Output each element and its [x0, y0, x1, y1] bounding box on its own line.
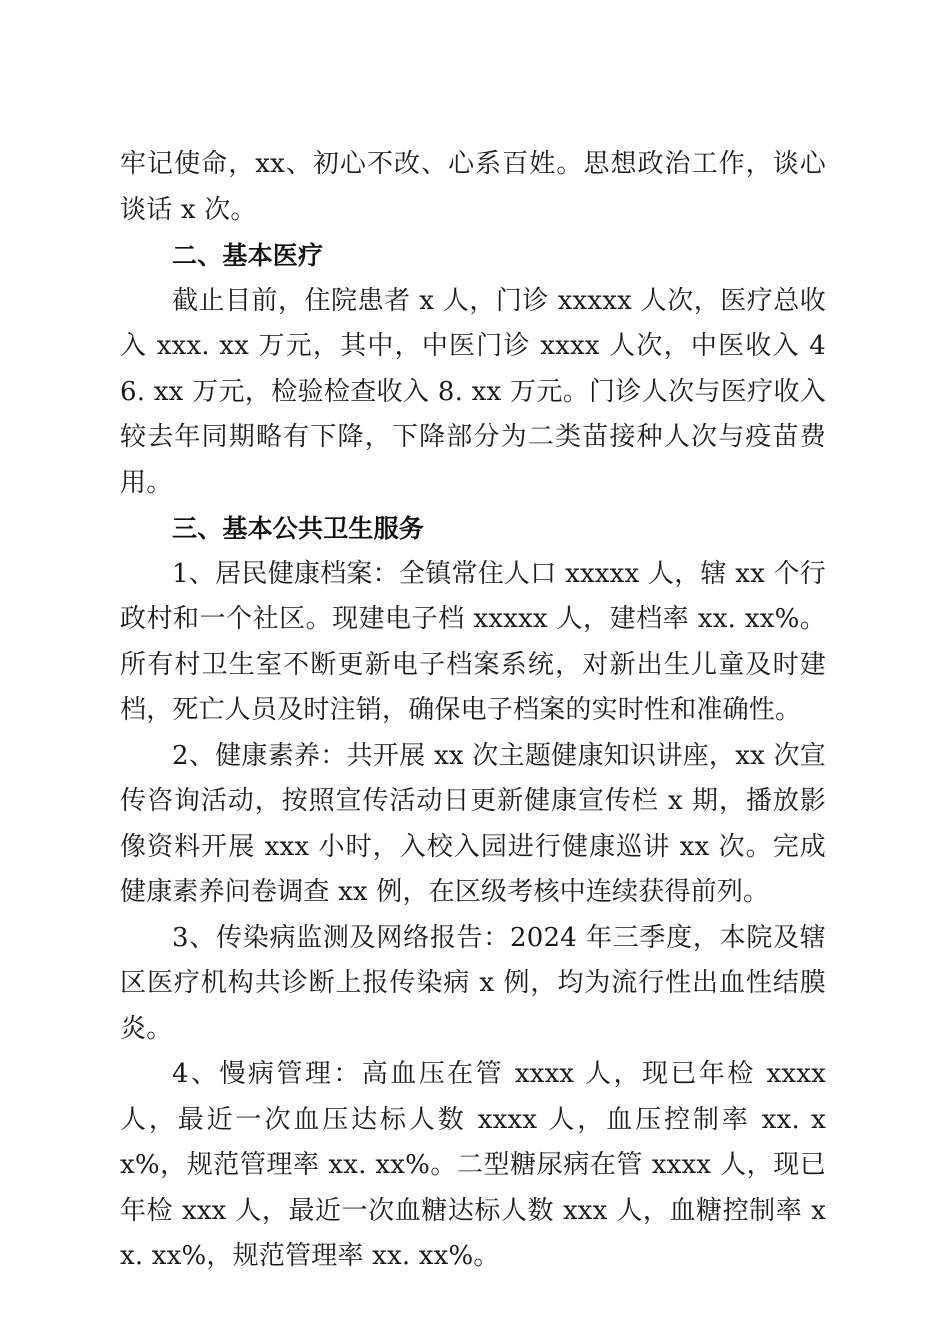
paragraph-health-records: 1、居民健康档案：全镇常住人口 xxxxx 人，辖 xx 个行政村和一个社区。现建电子档 xxxxx 人，建档率 xx. xx%。所有村卫生室不断更新电子档案系统，对新出生儿童及时建档，死亡人员及时注销，确保电子档案的实时性和准确性。	[120, 558, 826, 725]
paragraph-continuation: 牢记使命，xx、初心不改、心系百姓。思想政治工作，谈心谈话 x 次。	[120, 149, 826, 225]
document-body	[120, 142, 826, 1280]
paragraph-health-literacy: 2、健康素养：共开展 xx 次主题健康知识讲座，xx 次宣传咨询活动，按照宣传活动日更新健康宣传栏 x 期，播放影像资料开展 xxx 小时，入校入园进行健康巡讲 xx 次。完成健康素养问卷调查 xx 例，在区级考核中连续获得前列。	[120, 740, 826, 907]
paragraph-chronic-disease: 4、慢病管理：高血压在管 xxxx 人，现已年检 xxxx 人，最近一次血压达标人数 xxxx 人，血压控制率 xx. xx%，规范管理率 xx. xx%。二型糖尿病在管 xxxx 人，现已年检 xxx 人，最近一次血糖达标人数 xxx 人，血糖控制率 xx. xx%，规范管理率 xx. xx%。	[120, 1059, 826, 1271]
section-heading-public-health: 三、基本公共卫生服务	[172, 514, 425, 543]
paragraph-infectious-disease: 3、传染病监测及网络报告：2024 年三季度，本院及辖区医疗机构共诊断上报传染病 x 例，均为流行性出血性结膜炎。	[120, 922, 826, 1044]
section-heading-basic-medical: 二、基本医疗	[172, 241, 324, 270]
paragraph-basic-medical: 截止目前，住院患者 x 人，门诊 xxxxx 人次，医疗总收入 xxx. xx 万元，其中，中医门诊 xxxx 人次，中医收入 46. xx 万元，检验检查收入 8. xx 万元。门诊人次与医疗收入较去年同期略有下降，下降部分为二类苗接种人次与疫苗费用。	[120, 285, 826, 498]
